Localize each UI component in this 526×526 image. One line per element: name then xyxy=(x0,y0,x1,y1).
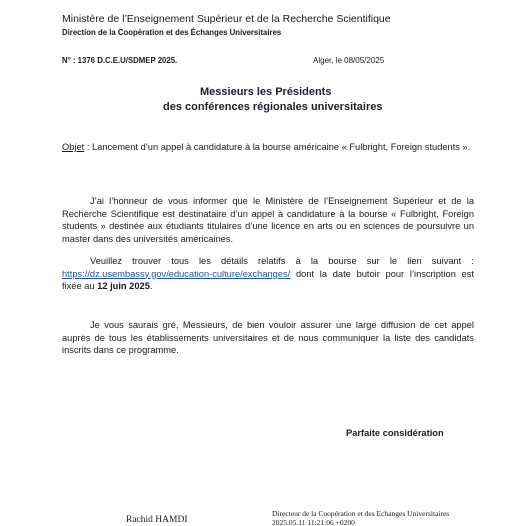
paragraph-3-text: Je vous saurais gré, Messieurs, de bien vouloir assurer une large diffusion de cet appel auprès de tous les établissements universitaires et de nous communiquer la liste des candidats inscrits dans ce programme. xyxy=(62,320,474,356)
closing-salutation: Parfaite considération xyxy=(346,428,444,438)
recipient-line-1: Messieurs les Présidents xyxy=(200,86,332,98)
direction-name: Direction de la Coopération et des Échanges Universitaires xyxy=(62,28,282,37)
paragraph-2 xyxy=(62,255,474,293)
subject-label: Objet xyxy=(62,142,85,152)
subject-text: : Lancement d’un appel à candidature à la bourse américaine « Fulbright, Foreign students ». xyxy=(84,142,471,152)
exchanges-link[interactable]: https://dz.usembassy.gov/education-culture/exchanges/ xyxy=(62,268,291,279)
place-date: Alger, le 08/05/2025 xyxy=(313,56,385,65)
reference-number: N° : 1376 D.C.E.U/SDMEP 2025. xyxy=(62,56,178,65)
ministry-name: Ministère de l’Enseignement Supérieur et de la Recherche Scientifique xyxy=(62,13,391,25)
paragraph-2-intro: Veuillez trouver tous les détails relatifs à la bourse sur le lien suivant : xyxy=(90,256,474,266)
paragraph-3 xyxy=(62,319,474,357)
signature-title: Directeur de la Coopération et des Echanges Universitaires xyxy=(272,509,450,518)
paragraph-1 xyxy=(62,195,474,245)
subject xyxy=(62,141,472,153)
paragraph-2-middle: dont la date butoir pour l’inscription est fixée au xyxy=(62,268,474,292)
paragraph-2-end: . xyxy=(149,281,153,292)
deadline-date: 12 juin 2025 xyxy=(97,281,150,292)
paragraph-1-text: J’ai l’honneur de vous informer que le Ministère de l’Enseignement Supérieur et de la Recherche Scientifique est destinataire d’un appel à candidature à la bourse « Fulbright, Foreign students » destinée aux étudiants titulaires d’une licence en arts ou en sciences de poursuivre un master dans des universités américaines. xyxy=(62,196,474,244)
signature-timestamp: 2025.05.11 11:21:06 +0200 xyxy=(272,518,355,526)
recipient-line-2: des conférences régionales universitaires xyxy=(163,101,383,113)
digital-signature-block xyxy=(272,509,449,526)
signer-name: Rachid HAMDI xyxy=(126,515,188,525)
